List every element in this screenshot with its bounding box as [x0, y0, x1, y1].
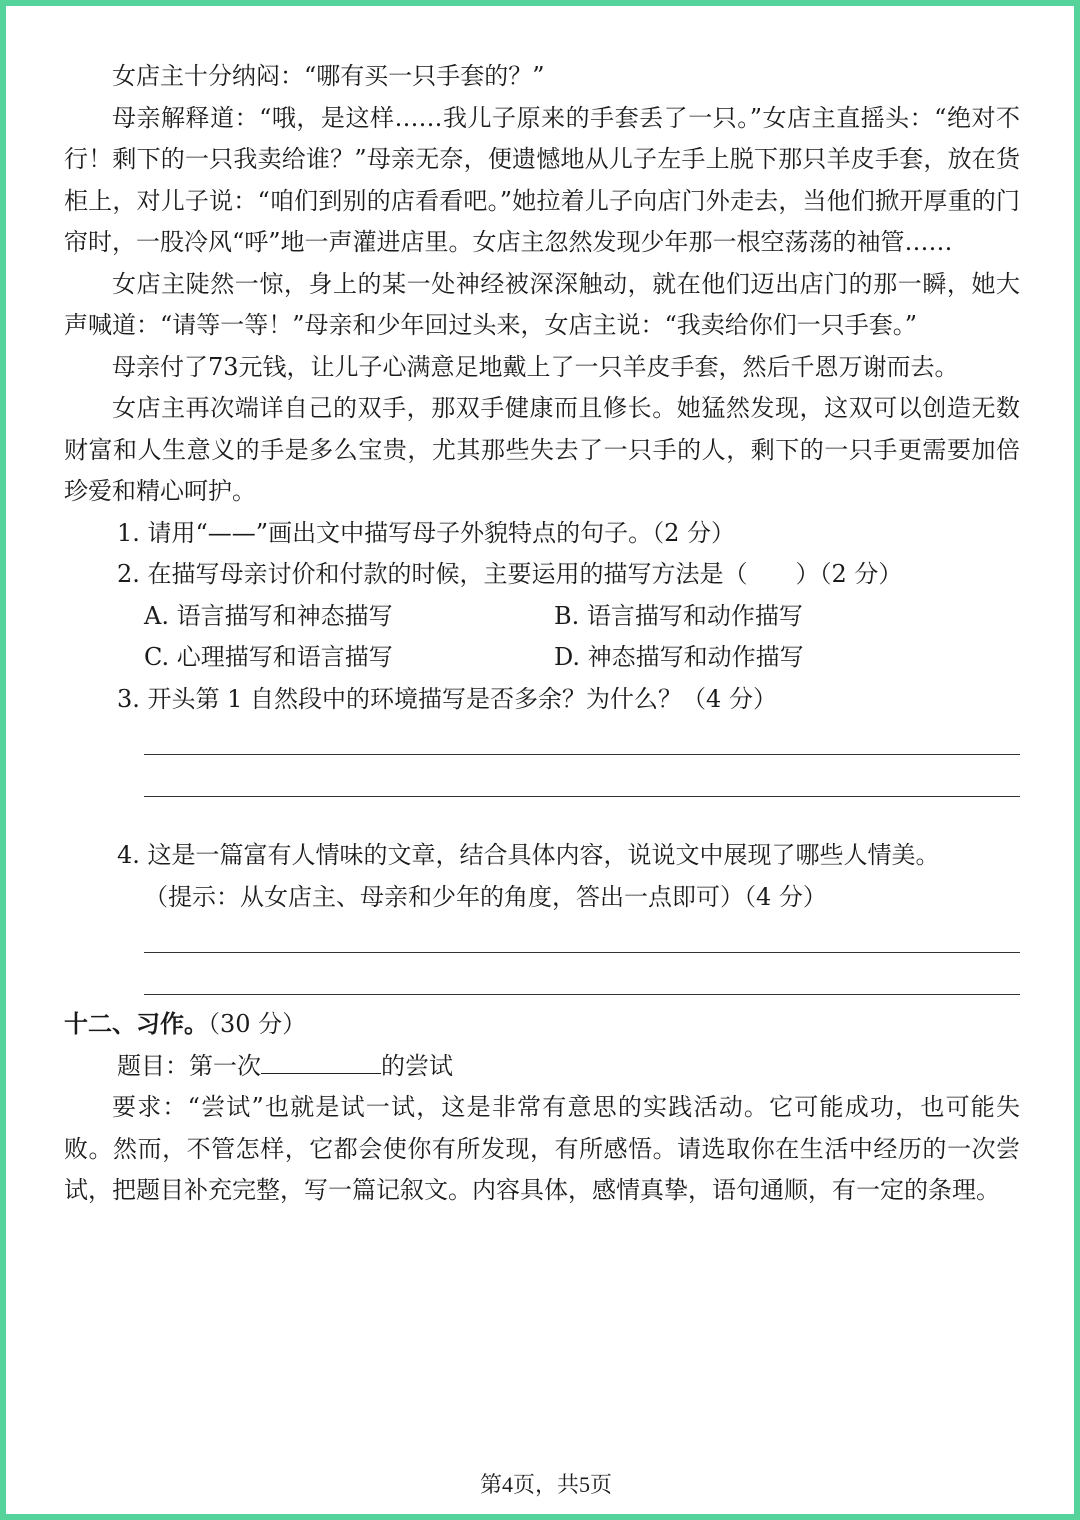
passage-paragraph-1: 女店主十分纳闷：“哪有买一只手套的？”: [112, 62, 545, 90]
passage-paragraph-3: 女店主陡然一惊，身上的某一处神经被深深触动，就在他们迈出店门的那一瞬，她大声喊道：“请等一等！”母亲和少年回过头来，女店主说：“我卖给你们一只手套。”: [64, 269, 1020, 339]
question-2-options-row-1: [64, 596, 1020, 638]
composition-title: [64, 1046, 1020, 1088]
question-2-options-row-2: [64, 637, 1020, 679]
option-a[interactable]: A. 语言描写和神态描写: [144, 601, 393, 630]
composition-title-suffix: 的尝试: [381, 1051, 453, 1080]
question-3: 3. 开头第 1 自然段中的环境描写是否多余？为什么？（4 分）: [117, 684, 777, 713]
composition-title-prefix: 题目：第一次: [117, 1051, 261, 1080]
page-number: 第4页，共5页: [479, 1472, 612, 1497]
composition-requirement: 要求：“尝试”也就是试一试，这是非常有意思的实践活动。它可能成功，也可能失败。然而，不管怎样，它都会使你有所发现，有所感悟。请选取你在生活中经历的一次尝试，把题目补充完整，写一篇记叙文。内容具体，感情真挚，语句通顺，有一定的条理。: [64, 1093, 1020, 1204]
passage-paragraph-2: 母亲解释道：“哦，是这样……我儿子原来的手套丢了一只。”女店主直摇头：“绝对不行！剩下的一只我卖给谁？”母亲无奈，便遗憾地从儿子左手上脱下那只羊皮手套，放在货柜上，对儿子说：“咱们到别的店看看吧。”她拉着儿子向店门外走去，当他们掀开厚重的门帘时，一股冷风“呼”地一声灌进店里。女店主忽然发现少年那一根空荡荡的袖管……: [64, 103, 1020, 256]
passage-paragraph-5: 女店主再次端详自己的双手，那双手健康而且修长。她猛然发现，这双可以创造无数财富和人生意义的手是多么宝贵，尤其那些失去了一只手的人，剩下的一只手更需要加倍珍爱和精心呵护。: [64, 394, 1020, 505]
composition-heading-text: 十二、习作。: [64, 1009, 208, 1038]
question-1: 1. 请用“——”画出文中描写母子外貌特点的句子。（2 分）: [117, 518, 735, 547]
composition-score: （30 分）: [208, 1010, 307, 1038]
passage-paragraph-4: 母亲付了73元钱，让儿子心满意足地戴上了一只羊皮手套，然后千恩万谢而去。: [112, 352, 959, 381]
option-d[interactable]: D. 神态描写和动作描写: [554, 643, 804, 671]
option-b[interactable]: B. 语言描写和动作描写: [554, 601, 803, 630]
question-4-hint: （提示：从女店主、母亲和少年的角度，答出一点即可）（4 分）: [144, 882, 827, 911]
composition-heading: [64, 1003, 1020, 1046]
page-content: [64, 56, 1020, 1212]
question-4: 4. 这是一篇富有人情味的文章，结合具体内容，说说文中展现了哪些人情美。: [117, 841, 940, 869]
question-2: 2. 在描写母亲讨价和付款的时候，主要运用的描写方法是（ ）（2 分）: [117, 560, 903, 588]
composition-title-blank[interactable]: [261, 1051, 381, 1074]
option-c[interactable]: C. 心理描写和语言描写: [144, 643, 393, 671]
